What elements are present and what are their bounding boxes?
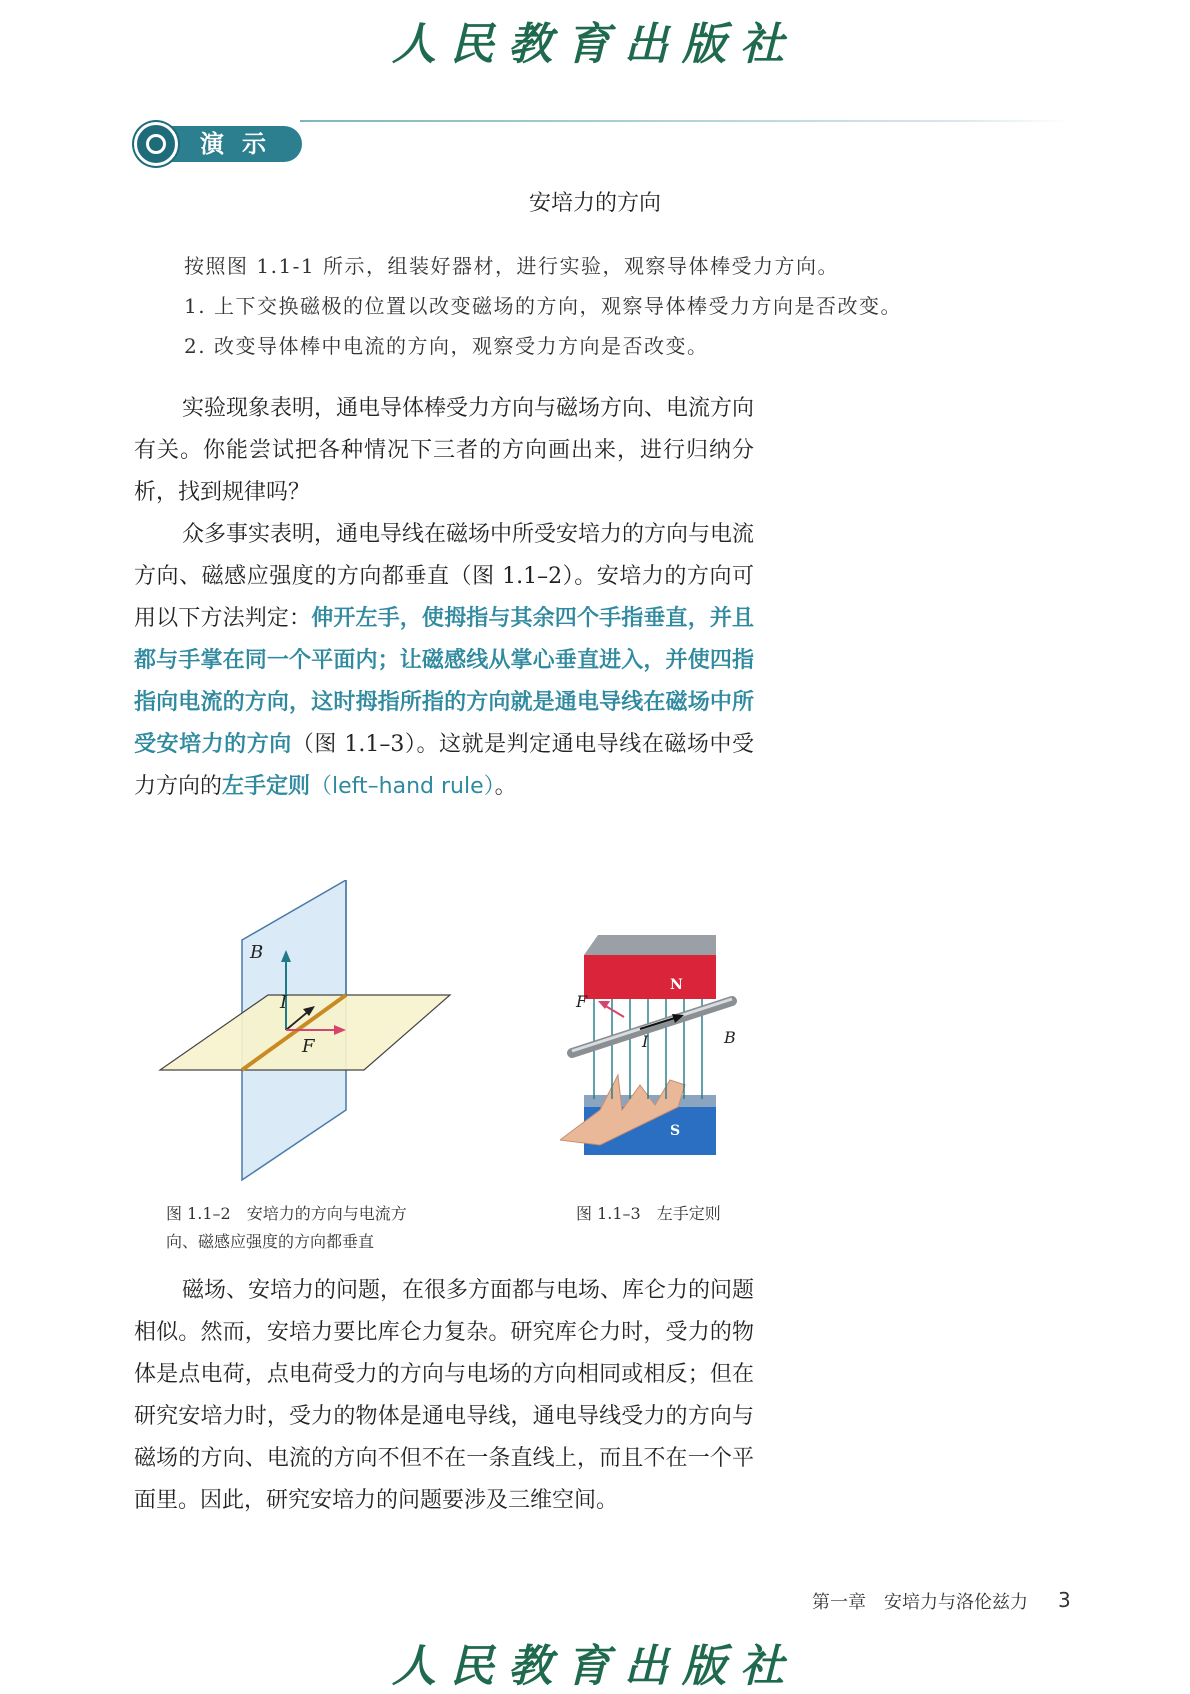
- experiment-instruction: 按照图 1.1-1 所示，组装好器材，进行实验，观察导体棒受力方向。: [184, 254, 840, 278]
- body-text-bottom: [134, 1270, 754, 1522]
- conductor-rod: [572, 1001, 732, 1053]
- figure-1-caption: [166, 1200, 407, 1256]
- figure-2-caption: 图 1.1–3 左手定则: [576, 1204, 721, 1223]
- body-text-top: [134, 388, 754, 808]
- experiment-title: 安培力的方向: [528, 191, 661, 216]
- paragraph-end-mark: 。: [494, 774, 517, 799]
- label-b: B: [250, 942, 264, 963]
- experiment-step-2: 2. 改变导体棒中电流的方向，观察受力方向是否改变。: [184, 334, 709, 358]
- rule-statement: 伸开左手，使拇指与其余四个手指垂直，并且都与手掌在同一个平面内；让磁感线从掌心垂直进入，并使四指指向电流的方向，这时拇指所指的方向就是通电导线在磁场中所受安培力的方向: [134, 606, 754, 757]
- paragraph-left-hand-rule-intro: 众多事实表明，通电导线在磁场中所受安培力的方向与电流方向、磁感应强度的方向都垂直（图 1.1–2）。安培力的方向可用以下方法判定：: [134, 522, 755, 631]
- paragraph-observation: 实验现象表明，通电导体棒受力方向与磁场方向、电流方向有关。你能尝试把各种情况下三者的方向画出来，进行归纳分析，找到规律吗？: [134, 396, 755, 505]
- label-n: N: [670, 977, 683, 993]
- label-i: I: [280, 992, 288, 1013]
- page-number: 3: [1058, 1588, 1071, 1612]
- label-f: F: [302, 1036, 315, 1057]
- magnet-n-pole: [584, 955, 716, 999]
- experiment-step-1: 1. 上下交换磁极的位置以改变磁场的方向，观察导体棒受力方向是否改变。: [184, 294, 902, 318]
- magnifier-icon: [134, 122, 178, 166]
- label-f-2: F: [576, 992, 588, 1011]
- figure-1-caption-line-2: 向、磁感应强度的方向都垂直: [166, 1232, 375, 1251]
- figure-perpendicular-planes: [150, 880, 470, 1200]
- publisher-logo-top: 人民教育出版社: [392, 19, 798, 70]
- term-left-hand-rule-en: （left–hand rule）: [310, 774, 495, 799]
- label-b-2: B: [724, 1028, 736, 1047]
- section-badge-label: 演示: [162, 126, 302, 162]
- paragraph-left-hand-rule-ref: （图 1.1–3）。这就是判定通电导线在磁场中受力方向的: [134, 732, 754, 799]
- label-s: S: [670, 1123, 681, 1139]
- paragraph-comparison: 磁场、安培力的问题，在很多方面都与电场、库仑力的问题相似。然而，安培力要比库仑力复杂。研究库仑力时，受力的物体是点电荷，点电荷受力的方向与电场的方向相同或相反；但在研究安培力时，受力的物体是通电导线，通电导线受力的方向与磁场的方向、电流的方向不但不在一条直线上，而且不在一个平面里。因此，研究安培力的问题要涉及三维空间。: [134, 1278, 755, 1513]
- horizontal-plane: [160, 995, 450, 1070]
- chapter-footer: 第一章 安培力与洛伦兹力: [812, 1592, 1028, 1613]
- header-divider: [300, 120, 1070, 122]
- figure-left-hand-rule: [560, 935, 780, 1175]
- label-i-2: I: [642, 1032, 649, 1051]
- magnet-top-surface: [584, 935, 716, 955]
- section-badge: [134, 122, 304, 166]
- publisher-logo-bottom: 人民教育出版社: [392, 1641, 798, 1692]
- term-left-hand-rule: 左手定则: [222, 774, 311, 799]
- paragraph-left-hand-rule: [134, 514, 754, 808]
- figure-1-caption-line-1: 图 1.1–2 安培力的方向与电流方: [166, 1204, 407, 1223]
- f-arrow-2: [604, 1005, 624, 1017]
